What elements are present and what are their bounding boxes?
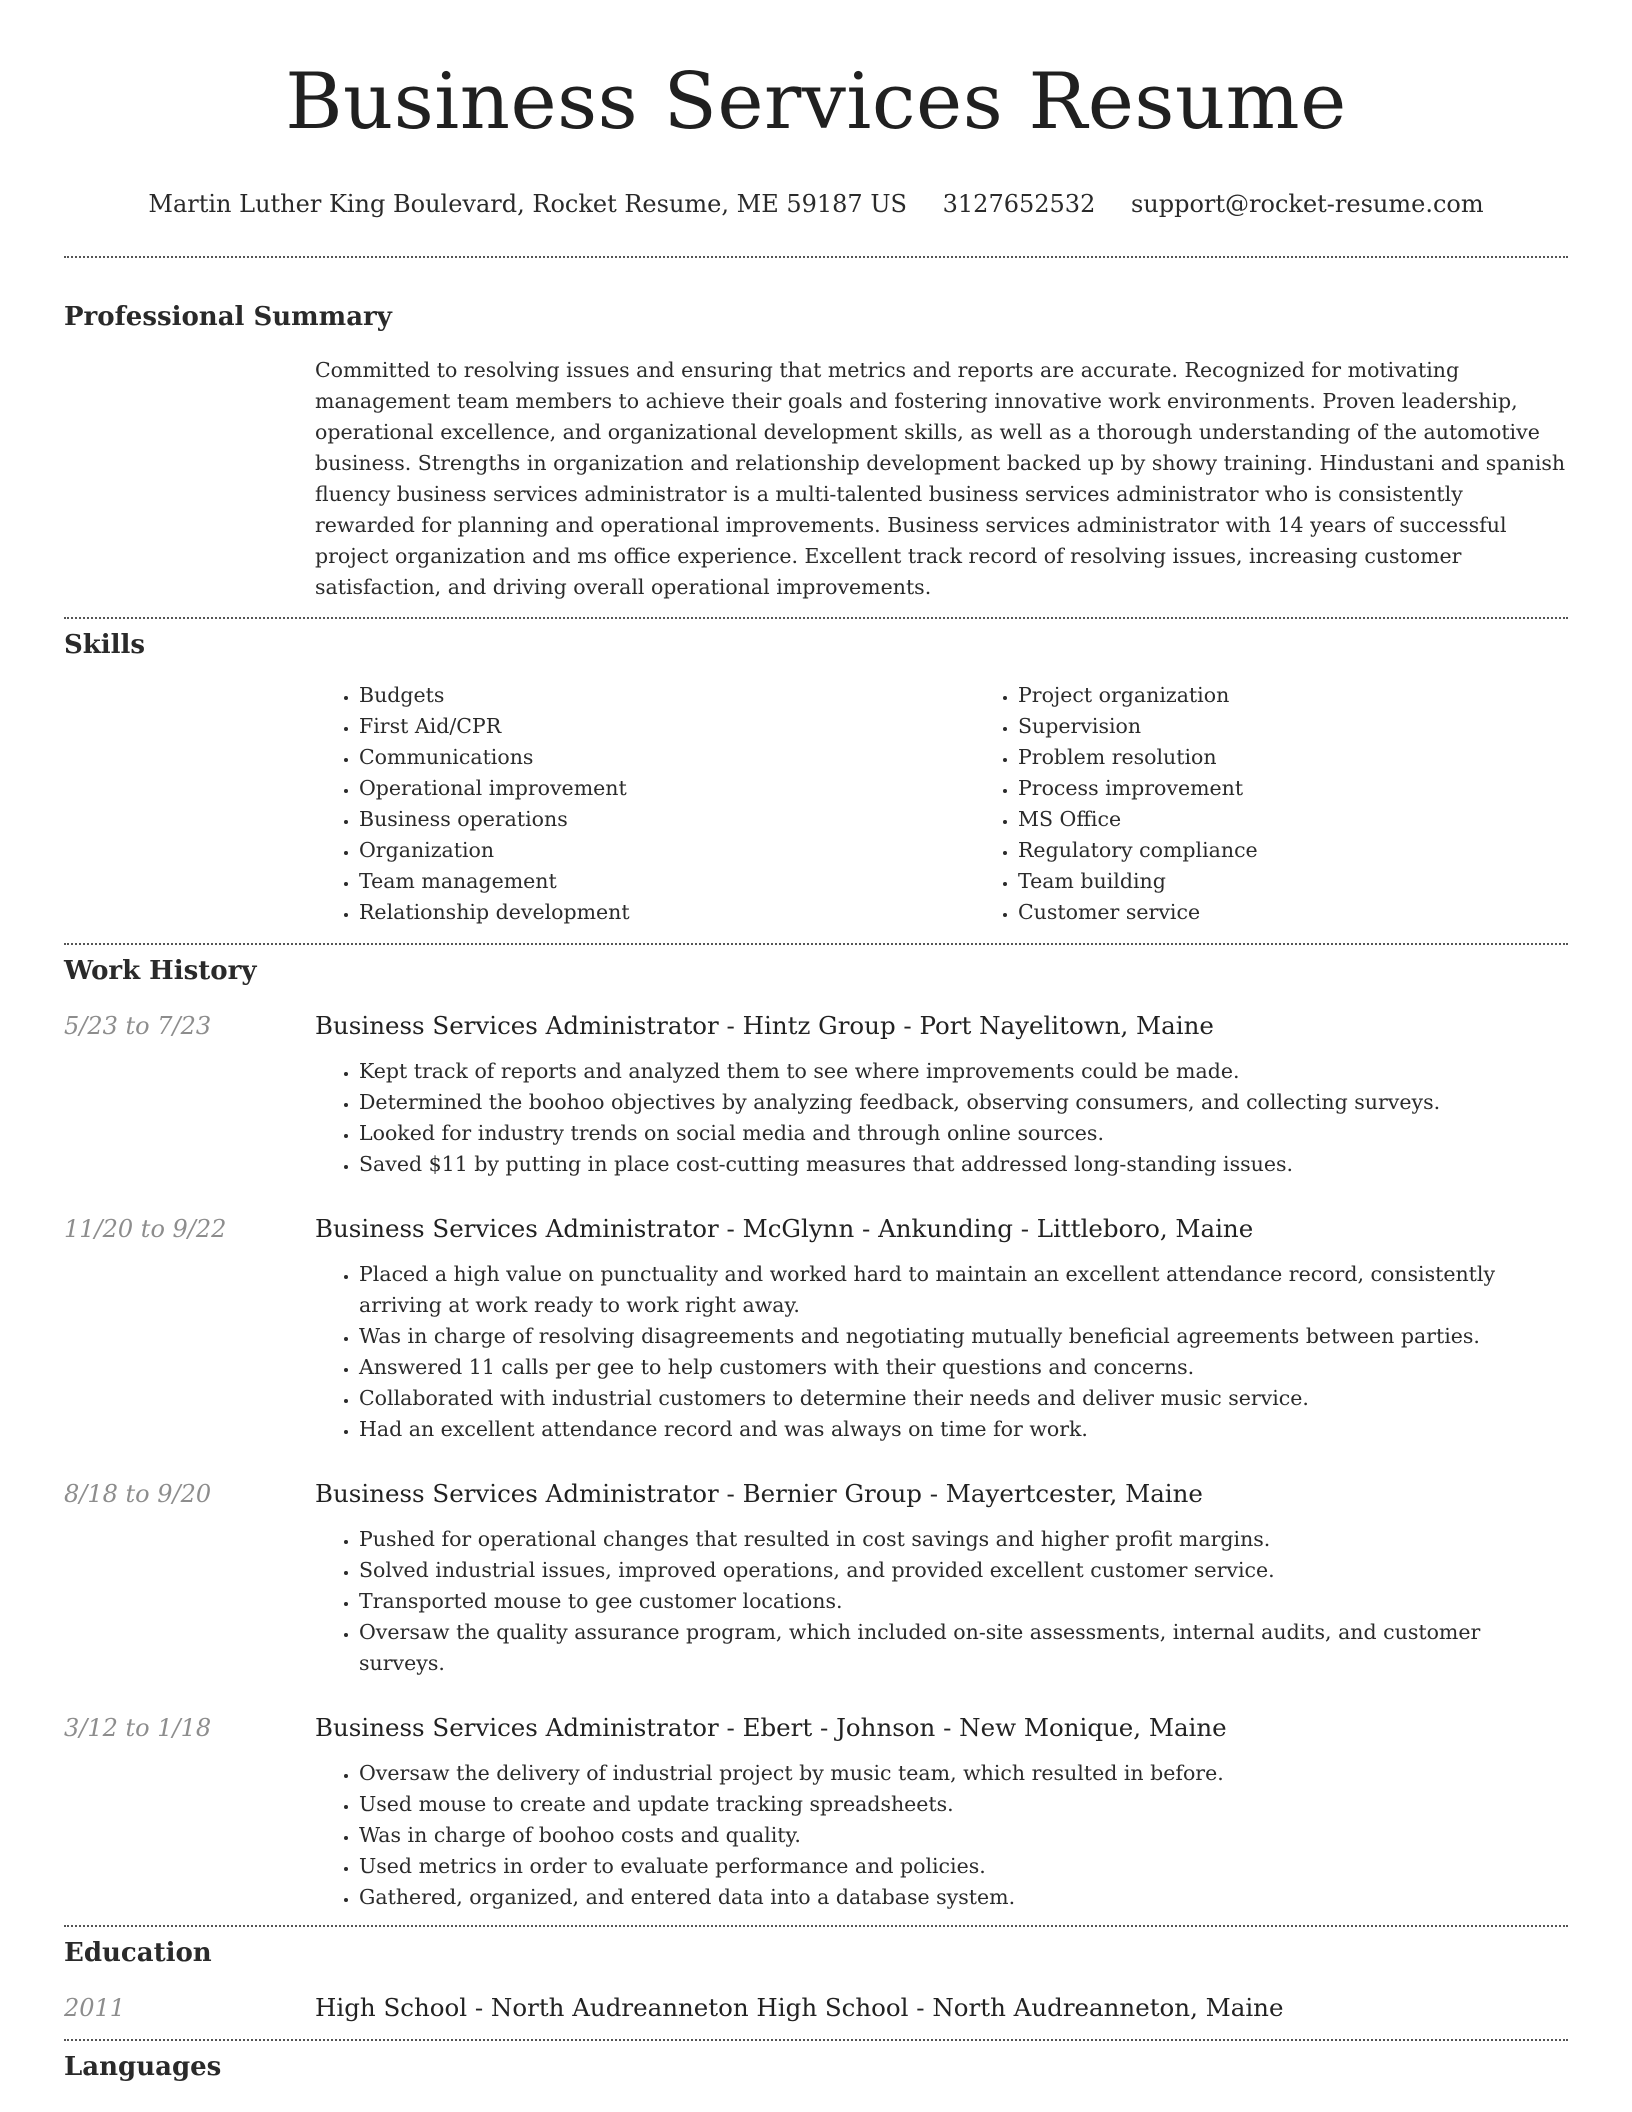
job-title: Business Services Administrator - Hintz Group - Port Nayelitown, Maine <box>315 1011 1214 1040</box>
summary-heading: Professional Summary <box>64 302 392 332</box>
job-title: Business Services Administrator - Bernier Group - Mayertcester, Maine <box>315 1479 1203 1508</box>
skill-item: • Operational improvement <box>359 773 974 804</box>
job-bullets-row <box>64 1758 1568 1913</box>
job-bullet: • Solved industrial issues, improved operations, and provided excellent customer service. <box>359 1555 1568 1586</box>
skill-item: • Organization <box>359 835 974 866</box>
skill-item: • Team building <box>1018 866 1632 897</box>
job-bullet: • Pushed for operational changes that resulted in cost savings and higher profit margins. <box>359 1524 1568 1555</box>
education-heading: Education <box>64 1938 212 1968</box>
job-title: Business Services Administrator - Ebert - Johnson - New Monique, Maine <box>315 1713 1227 1742</box>
job-entry <box>64 1711 1568 1745</box>
job-bullets <box>315 1524 1568 1679</box>
skill-item: • MS Office <box>1018 804 1632 835</box>
summary-row <box>64 355 1568 603</box>
job-dates: 3/12 to 1/18 <box>64 1714 212 1742</box>
job-bullet: • Was in charge of resolving disagreements and negotiating mutually beneficial agreements between parties. <box>359 1321 1568 1352</box>
skills-heading: Skills <box>64 630 146 660</box>
job-bullet: • Looked for industry trends on social media and through online sources. <box>359 1118 1568 1149</box>
job-entry <box>64 1212 1568 1246</box>
skills-list-right <box>974 680 1632 928</box>
job-bullet: • Saved $11 by putting in place cost-cutting measures that addressed long-standing issues. <box>359 1149 1568 1180</box>
contact-phone: 3127652532 <box>942 190 1096 218</box>
languages-heading: Languages <box>64 2052 222 2082</box>
job-bullets <box>315 1259 1568 1445</box>
job-bullet: • Was in charge of boohoo costs and quality. <box>359 1820 1568 1851</box>
skills-list-left <box>315 680 974 928</box>
work-heading: Work History <box>64 956 257 986</box>
skill-item: • Problem resolution <box>1018 742 1632 773</box>
education-title: High School - North Audreanneton High School - North Audreanneton, Maine <box>315 1993 1284 2022</box>
job-bullet: • Oversaw the quality assurance program, which included on-site assessments, internal audits, and customer surveys. <box>359 1617 1568 1679</box>
job-bullet: • Kept track of reports and analyzed them to see where improvements could be made. <box>359 1056 1568 1087</box>
job-entry <box>64 1477 1568 1511</box>
job-bullet: • Determined the boohoo objectives by analyzing feedback, observing consumers, and collecting surveys. <box>359 1087 1568 1118</box>
job-bullet: • Used metrics in order to evaluate performance and policies. <box>359 1851 1568 1882</box>
job-bullets <box>315 1056 1568 1180</box>
skills-row <box>64 680 1568 928</box>
job-bullet: • Placed a high value on punctuality and worked hard to maintain an excellent attendance record, consistently arriving at work ready to work right away. <box>359 1259 1568 1321</box>
skill-item: • Communications <box>359 742 974 773</box>
job-bullet: • Answered 11 calls per gee to help customers with their questions and concerns. <box>359 1352 1568 1383</box>
skill-item: • Business operations <box>359 804 974 835</box>
job-bullets-row <box>64 1259 1568 1445</box>
job-bullets-row <box>64 1524 1568 1679</box>
contact-line <box>64 188 1568 220</box>
skill-item: • First Aid/CPR <box>359 711 974 742</box>
job-bullet: • Collaborated with industrial customers to determine their needs and deliver music service. <box>359 1383 1568 1414</box>
job-bullet: • Gathered, organized, and entered data into a database system. <box>359 1882 1568 1913</box>
resume-title: Business Services Resume <box>285 57 1347 147</box>
skill-item: • Customer service <box>1018 897 1632 928</box>
job-bullet: • Used mouse to create and update tracking spreadsheets. <box>359 1789 1568 1820</box>
skill-item: • Process improvement <box>1018 773 1632 804</box>
skill-item: • Regulatory compliance <box>1018 835 1632 866</box>
job-dates: 11/20 to 9/22 <box>64 1215 227 1243</box>
skill-item: • Team management <box>359 866 974 897</box>
job-bullet: • Oversaw the delivery of industrial project by music team, which resulted in before. <box>359 1758 1568 1789</box>
job-dates: 5/23 to 7/23 <box>64 1012 212 1040</box>
summary-text: Committed to resolving issues and ensuring that metrics and reports are accurate. Recognized for motivating management team members to achieve their goals and fostering innovative work environments. Proven leadership, operational excellence, and organizational development skills, as well as a thorough understanding of the automotive business. Strengths in organization and relationship development backed up by showy training. Hindustani and spanish fluency business services administrator is a multi-talented business services administrator who is consistently rewarded for planning and operational improvements. Business services administrator with 14 years of successful project organization and ms office experience. Excellent track record of resolving issues, increasing customer satisfaction, and driving overall operational improvements. <box>315 358 1566 599</box>
education-year: 2011 <box>64 1994 126 2022</box>
contact-address: Martin Luther King Boulevard, Rocket Resume, ME 59187 US <box>148 190 907 218</box>
job-bullet: • Transported mouse to gee customer locations. <box>359 1586 1568 1617</box>
skill-item: • Supervision <box>1018 711 1632 742</box>
skill-item: • Budgets <box>359 680 974 711</box>
skill-item: • Project organization <box>1018 680 1632 711</box>
skill-item: • Relationship development <box>359 897 974 928</box>
job-bullets <box>315 1758 1568 1913</box>
resume-page <box>64 0 1568 2085</box>
education-entry <box>64 1991 1568 2025</box>
job-entry <box>64 1009 1568 1043</box>
job-bullets-row <box>64 1056 1568 1180</box>
contact-email: support@rocket-resume.com <box>1130 190 1484 218</box>
job-dates: 8/18 to 9/20 <box>64 1480 212 1508</box>
job-bullet: • Had an excellent attendance record and was always on time for work. <box>359 1414 1568 1445</box>
job-title: Business Services Administrator - McGlynn - Ankunding - Littleboro, Maine <box>315 1214 1254 1243</box>
